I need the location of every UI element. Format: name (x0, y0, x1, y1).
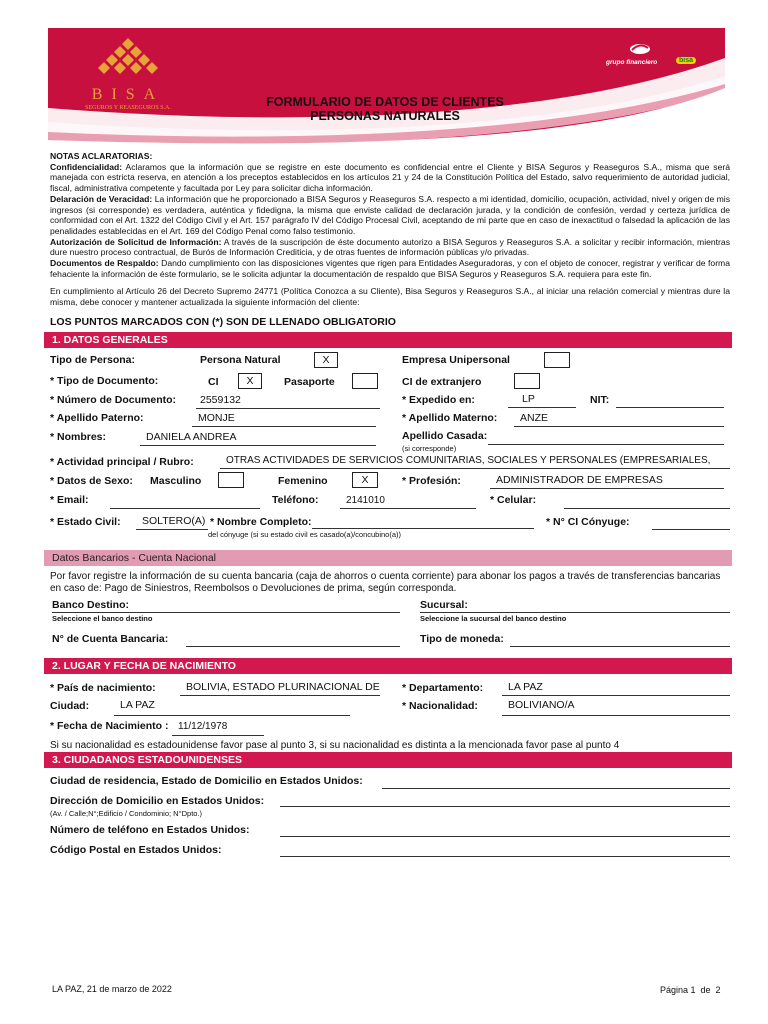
nombre-completo-line (312, 528, 534, 529)
note-text: A través de la suscripción de éste documento autorizo a BISA Seguros y Reaseguros S.A. a solicitar y recibir información, mientras dure nuestro proceso contractual, de Burós de Información Crediticia, y de otras fuentes de información públicas y/o privadas. (50, 236, 730, 258)
bisa-logo (74, 36, 182, 118)
us-postal-label: Código Postal en Estados Unidos: (50, 844, 222, 856)
nacionalidad-value[interactable]: BOLIVIANO/A (508, 699, 575, 711)
numero-documento-value[interactable]: 2559132 (200, 394, 241, 406)
notes-block (50, 151, 730, 279)
cuenta-bancaria-label: N° de Cuenta Bancaria: (52, 633, 169, 645)
expedido-line (508, 407, 576, 408)
note-documentos (50, 258, 730, 279)
celular-label: * Celular: (490, 494, 537, 506)
bank-intro: Por favor registre la información de su cuenta bancaria (caja de ahorros o cuenta corriente) para abonar los pagos a través de transferencias bancarias en caso de: Pago de Siniestros, Reembolsos o Devoluciones de prima, según corresponda. (50, 571, 721, 594)
ci-conyuge-line (652, 529, 730, 530)
femenino-checkbox[interactable]: X (352, 472, 378, 488)
email-label: * Email: (50, 494, 89, 506)
us-ciudad-field[interactable] (382, 788, 730, 789)
pais-nacimiento-value[interactable]: BOLIVIA, ESTADO PLURINACIONAL DE (186, 681, 380, 693)
departamento-value[interactable]: LA PAZ (508, 681, 543, 693)
note-label: Confidencialidad: (50, 161, 123, 172)
profesion-label: * Profesión: (402, 475, 461, 487)
note-text: Dando cumplimiento con las disposiciones vigentes que rigen para Entidades Aseguradoras, y con el objeto de conocer, registrar y verificar de forma fehaciente la información de éste formulario, se le solicita adjuntar la documentación de respaldo que BISA Seguros y Reaseguros S.A. requiera para este fin. (50, 258, 730, 279)
sucursal-label: Sucursal: (420, 599, 468, 611)
us-telefono-field[interactable] (280, 836, 730, 837)
banco-destino-field[interactable] (52, 612, 400, 613)
pais-nacimiento-label: * País de nacimiento: (50, 682, 156, 694)
nombre-completo-note: del cónyuge (si su estado civil es casado(a)/concubino(a)) (208, 530, 402, 539)
fecha-nacimiento-label: * Fecha de Nacimiento : (50, 720, 169, 732)
section-1-header: 1. DATOS GENERALES (44, 332, 732, 348)
estado-civil-value[interactable]: SOLTERO(A) (142, 515, 206, 527)
nacionalidad-line (502, 715, 730, 716)
group-logo-badge: bisa (676, 57, 696, 64)
section-3-header: 3. CIUDADANOS ESTADOUNIDENSES (44, 752, 732, 768)
numero-documento-label: * Número de Documento: (50, 394, 177, 406)
apellido-materno-label: * Apellido Materno: (402, 412, 498, 424)
expedido-value[interactable]: LP (522, 393, 535, 405)
departamento-label: * Departamento: (402, 682, 484, 694)
celular-line (564, 508, 730, 509)
apellido-casada-label: Apellido Casada: (402, 430, 488, 442)
note-text: La información que he proporcionado a BISA Seguros y Reaseguros S.A. respecto a mi identidad, domicilio, ocupación, actividad, nivel y origen de mis ingresos (si corresponde) es verdadera, auténtica y fidedigna, la misma que enviste calidad de declaración jurada, y la condición de confesión, verdad y certeza jurídica de conformidad con el Art. 1322 del Código Civil y el Art. 157 parágrafo IV del Código Procesal Civil, aceptando de mi parte que en caso de inexactitud o falsedad la aplicación de las penalidades establecidas en el Art. 169 del Código Penal como falso testimonio. (50, 193, 731, 236)
nacionalidad-label: * Nacionalidad: (402, 700, 478, 712)
apellido-paterno-value[interactable]: MONJE (198, 412, 235, 424)
apellido-paterno-label: * Apellido Paterno: (50, 412, 144, 424)
nombre-completo-label: * Nombre Completo: (210, 516, 312, 528)
persona-natural-label: Persona Natural (200, 354, 281, 366)
footer-page-number: Página 1 de 2 (660, 985, 721, 995)
apellido-materno-value[interactable]: ANZE (520, 412, 549, 424)
ci-extranjero-label: CI de extranjero (402, 376, 482, 388)
nacionalidad-note: Si su nacionalidad es estadounidense favor pase al punto 3, si su nacionalidad es distinta a la mencionada favor pase al punto 4 (50, 740, 620, 751)
telefono-line (340, 508, 476, 509)
brand-subtitle: SEGUROS Y REASEGUROS S.A. (85, 105, 171, 111)
pasaporte-label: Pasaporte (284, 376, 335, 388)
ciudad-value[interactable]: LA PAZ (120, 699, 155, 711)
banco-destino-note: Seleccione el banco destino (52, 614, 153, 623)
bisa-logo-mark (74, 36, 182, 88)
email-line (110, 508, 260, 509)
cuenta-bancaria-field[interactable] (186, 646, 400, 647)
form-title (240, 95, 530, 123)
sucursal-note: Seleccione la sucursal del banco destino (420, 614, 567, 623)
group-logo-icon (628, 42, 652, 56)
us-direccion-label: Dirección de Domicilio en Estados Unidos: (50, 795, 265, 807)
ciudad-line (114, 715, 350, 716)
telefono-label: Teléfono: (272, 494, 319, 506)
banco-destino-label: Banco Destino: (52, 599, 130, 611)
group-logo-text: grupo financiero (606, 59, 658, 66)
nit-label: NIT: (590, 394, 610, 406)
note-confidencialidad (50, 162, 730, 194)
ci-checkbox[interactable]: X (238, 373, 262, 389)
footer-place-date: LA PAZ, 21 de marzo de 2022 (52, 984, 172, 994)
estado-civil-line (136, 529, 208, 530)
tipo-persona-label: Tipo de Persona: (50, 354, 135, 366)
persona-natural-checkbox[interactable]: X (314, 352, 338, 368)
estado-civil-label: * Estado Civil: (50, 516, 121, 528)
pais-nacimiento-line (180, 695, 380, 696)
profesion-value[interactable]: ADMINISTRADOR DE EMPRESAS (496, 474, 663, 486)
note-text: Aclaramos que la información que se registre en este documento es confidencial entre el Cliente y BISA Seguros y Reaseguros S.A., misma que será manejada con estricta reserva, en atención a los preceptos establecidos en los artículos 21 y 24 de la Constitución Política del Estado, salvo requerimiento de autoridad judicial, fiscal, administrativa competente y facultada por Ley para solicitar dicha información. (50, 161, 730, 194)
us-direccion-note: (Av. / Calle;N°;Edificio / Condominio; N°Dpto.) (50, 809, 203, 818)
masculino-checkbox[interactable] (218, 472, 244, 488)
fecha-nacimiento-value[interactable]: 11/12/1978 (178, 721, 228, 732)
apellido-paterno-line (192, 426, 376, 427)
pasaporte-checkbox[interactable] (352, 373, 378, 389)
note-autorizacion (50, 237, 730, 258)
group-logo (606, 42, 706, 74)
ci-label: CI (208, 376, 219, 388)
tipo-moneda-field[interactable] (510, 646, 730, 647)
masculino-label: Masculino (150, 475, 202, 487)
nombres-label: * Nombres: (50, 431, 107, 443)
profesion-line (490, 488, 724, 489)
us-ciudad-label: Ciudad de residencia, Estado de Domicilio en Estados Unidos: (50, 775, 363, 787)
us-postal-field[interactable] (280, 856, 730, 857)
nombres-value[interactable]: DANIELA ANDREA (146, 431, 237, 443)
ciudad-label: Ciudad: (50, 700, 90, 712)
numero-documento-line (196, 408, 380, 409)
actividad-label: * Actividad principal / Rubro: (50, 456, 194, 468)
us-telefono-label: Número de teléfono en Estados Unidos: (50, 824, 250, 836)
femenino-label: Femenino (278, 475, 328, 487)
note-label: Documentos de Respaldo: (50, 258, 159, 269)
form-title-line2: PERSONAS NATURALES (310, 109, 460, 123)
telefono-value[interactable]: 2141010 (346, 495, 385, 506)
section-2-header: 2. LUGAR Y FECHA DE NACIMIENTO (44, 658, 732, 674)
tipo-moneda-label: Tipo de moneda: (420, 633, 504, 645)
brand-name: BISA (91, 86, 165, 103)
us-direccion-field[interactable] (280, 806, 730, 807)
compliance-text: En cumplimiento al Artículo 26 del Decreto Supremo 24771 (Política Conozca a su Cliente), Bisa Seguros y Reaseguros S.A., al iniciar una relación comercial y mientras dure la misma, debe conocer y mantener actualizada la siguiente información del cliente: (50, 286, 730, 307)
form-title-line1: FORMULARIO DE DATOS DE CLIENTES (266, 95, 504, 109)
departamento-line (502, 695, 730, 696)
apellido-materno-line (514, 426, 724, 427)
nombres-line (140, 445, 376, 446)
nit-line (616, 407, 724, 408)
actividad-line (220, 468, 730, 469)
tipo-documento-label: * Tipo de Documento: (50, 375, 159, 387)
sucursal-field[interactable] (420, 612, 730, 613)
empresa-unipersonal-label: Empresa Unipersonal (402, 354, 510, 366)
apellido-casada-line (488, 444, 724, 445)
note-veracidad (50, 194, 730, 237)
apellido-casada-note: (si corresponde) (402, 444, 457, 453)
bank-section-header: Datos Bancarios - Cuenta Nacional (44, 550, 732, 566)
note-label: Autorización de Solicitud de Información: (50, 236, 222, 247)
empresa-unipersonal-checkbox[interactable] (544, 352, 570, 368)
ci-conyuge-label: * N° CI Cónyuge: (546, 516, 630, 528)
mandatory-notice: LOS PUNTOS MARCADOS CON (*) SON DE LLENADO OBLIGATORIO (50, 316, 396, 328)
ci-extranjero-checkbox[interactable] (514, 373, 540, 389)
note-label: Delaración de Veracidad: (50, 193, 153, 204)
actividad-value[interactable]: OTRAS ACTIVIDADES DE SERVICIOS COMUNITARIAS, SOCIALES Y PERSONALES (EMPRESARIALES, (226, 455, 711, 466)
fecha-nacimiento-line (172, 735, 264, 736)
expedido-label: * Expedido en: (402, 394, 475, 406)
sexo-label: * Datos de Sexo: (50, 475, 133, 487)
notes-heading: NOTAS ACLARATORIAS: (50, 151, 153, 161)
